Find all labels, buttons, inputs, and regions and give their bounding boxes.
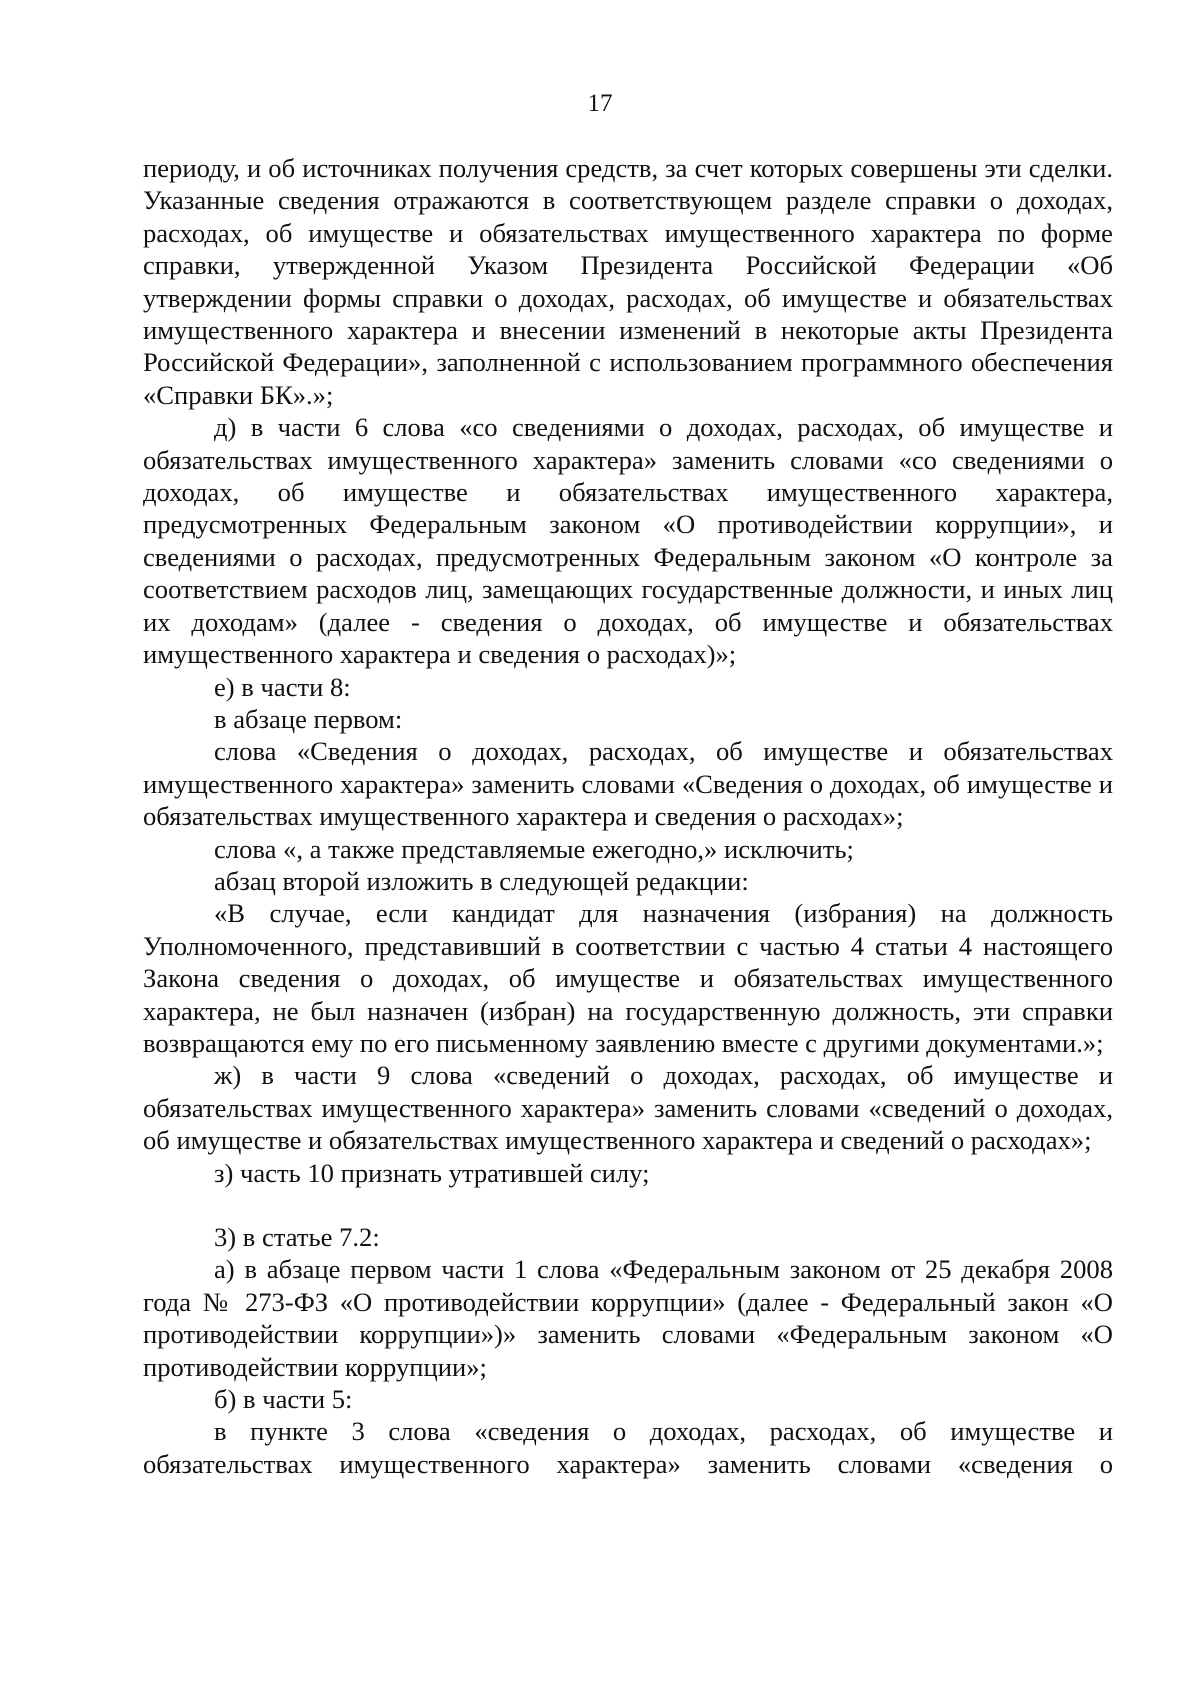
page-number: 17: [587, 90, 613, 117]
paragraph: «В случае, если кандидат для назначения (избрания) на должность Уполномоченного, представивший в соответствии с частью 4 статьи 4 настоящего Закона сведения о доходах, об имуществе и обязательствах имущественного характера, не был назначен (избран) на государственную должность, эти справки возвращаются ему по его письменному заявлению вместе с другими документами.»;: [143, 898, 1113, 1058]
paragraph: периоду, и об источниках получения средств, за счет которых совершены эти сделки. Указанные сведения отражаются в соответствующем разделе справки о доходах, расходах, об имуществе и обязательствах имущественного характера по форме справки, утвержденной Указом Президента Российской Федерации «Об утверждении формы справки о доходах, расходах, об имуществе и обязательствах имущественного характера и внесении изменений в некоторые акты Президента Российской Федерации», заполненной с использованием программного обеспечения «Справки БК».»;: [143, 153, 1113, 410]
paragraph: слова «Сведения о доходах, расходах, об имуществе и обязательствах имущественного характера» заменить словами «Сведения о доходах, об имуществе и обязательствах имущественного характера и сведения о расходах»;: [143, 736, 1113, 832]
paragraph: з) часть 10 признать утратившей силу;: [214, 1157, 650, 1188]
paragraph: а) в абзаце первом части 1 слова «Федеральным законом от 25 декабря 2008 года № 273-ФЗ «О противодействии коррупции» (далее - Федеральный закон «О противодействии коррупции»)» заменить словами «Федеральным законом «О противодействии коррупции»;: [143, 1254, 1113, 1382]
paragraph: б) в части 5:: [214, 1384, 353, 1415]
paragraph: в абзаце первом:: [214, 703, 403, 734]
document-body: [143, 152, 1113, 1480]
paragraph: в пункте 3 слова «сведения о доходах, расходах, об имуществе и обязательствах имущественного характера» заменить словами «сведения о: [143, 1416, 1113, 1479]
paragraph: абзац второй изложить в следующей редакции:: [214, 865, 749, 896]
paragraph: е) в части 8:: [214, 671, 351, 702]
paragraph: слова «, а также представляемые ежегодно,» исключить;: [214, 833, 854, 864]
paragraph: 3) в статье 7.2:: [214, 1222, 380, 1252]
paragraph: д) в части 6 слова «со сведениями о доходах, расходах, об имуществе и обязательствах имущественного характера» заменить словами «со сведениями о доходах, об имуществе и обязательствах имущественного характера, предусмотренных Федеральным законом «О противодействии коррупции», и сведениями о расходах, предусмотренных Федеральным законом «О контроле за соответствием расходов лиц, замещающих государственные должности, и иных лиц их доходам» (далее - сведения о доходах, об имуществе и обязательствах имущественного характера и сведения о расходах)»;: [143, 412, 1113, 670]
paragraph: ж) в части 9 слова «сведений о доходах, расходах, об имуществе и обязательствах имущественного характера» заменить словами «сведений о доходах, об имуществе и обязательствах имущественного характера и сведений о расходах»;: [143, 1060, 1113, 1156]
